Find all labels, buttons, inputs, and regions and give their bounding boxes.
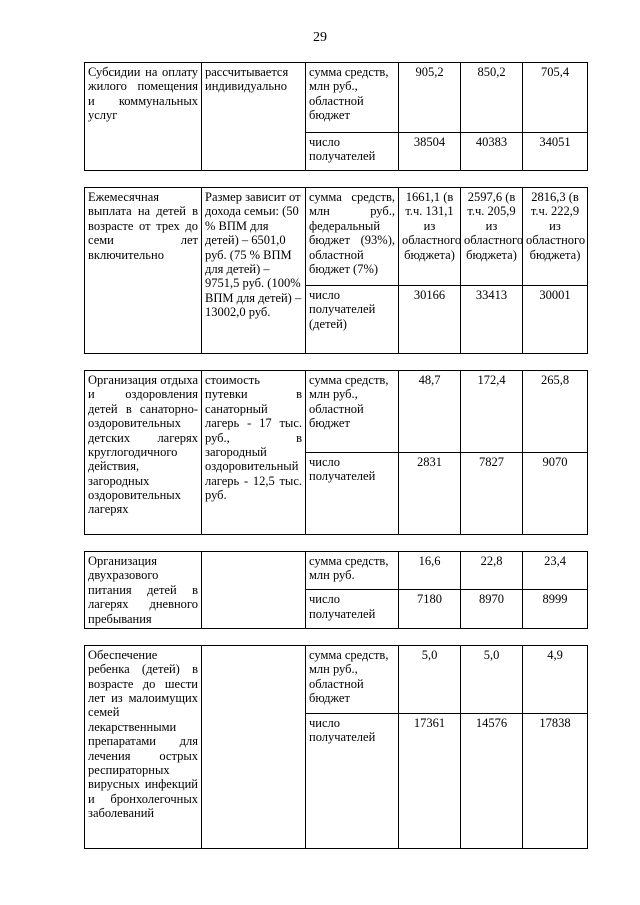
measure-name: Организация двухразового питания детей в лагерях дневного пребывания bbox=[85, 552, 202, 629]
value-cell: 4,9 bbox=[523, 645, 588, 713]
measure-rule: рассчитывается индивидуально bbox=[202, 63, 306, 171]
value-cell: 40383 bbox=[461, 133, 523, 171]
value-cell: 16,6 bbox=[399, 552, 461, 590]
table-row bbox=[85, 188, 588, 286]
measure-rule bbox=[202, 552, 306, 629]
value-cell: 22,8 bbox=[461, 552, 523, 590]
measure-name: Обеспечение ребенка (детей) в возрасте до шести лет из малоимущих семей лекарственными препаратами для лечения острых респираторных вирусных инфекций и бронхолегочных заболеваний bbox=[85, 645, 202, 848]
metric-label: сумма средств, млн руб., областной бюджет bbox=[306, 371, 399, 453]
value-cell: 34051 bbox=[523, 133, 588, 171]
measure-rule: стоимость путевки в санаторный лагерь - 17 тыс. руб., в загородный оздоровительный лагерь - 12,5 тыс. руб. bbox=[202, 371, 306, 535]
value-cell: 850,2 bbox=[461, 63, 523, 133]
metric-label: сумма средств, млн руб., областной бюджет bbox=[306, 63, 399, 133]
value-cell: 705,4 bbox=[523, 63, 588, 133]
row-gap bbox=[85, 354, 588, 371]
value-cell: 5,0 bbox=[399, 645, 461, 713]
value-cell: 17838 bbox=[523, 713, 588, 848]
measure-name: Организация отдыха и оздоровления детей в санаторно-оздоровительных детских лагерях круглогодичного действия, загородных оздоровительных лагерях bbox=[85, 371, 202, 535]
measure-name: Ежемесячная выплата на детей в возрасте от трех до семи лет включительно bbox=[85, 188, 202, 354]
value-cell: 7827 bbox=[461, 453, 523, 535]
row-gap bbox=[85, 628, 588, 645]
metric-label: число получателей bbox=[306, 713, 399, 848]
row-gap bbox=[85, 171, 588, 188]
metric-label: число получателей bbox=[306, 590, 399, 628]
value-cell: 8999 bbox=[523, 590, 588, 628]
value-cell: 2831 bbox=[399, 453, 461, 535]
table-row bbox=[85, 371, 588, 453]
metric-label: сумма средств, млн руб., федеральный бюджет (93%), областной бюджет (7%) bbox=[306, 188, 399, 286]
value-cell: 33413 bbox=[461, 286, 523, 354]
table-row bbox=[85, 63, 588, 133]
value-cell: 17361 bbox=[399, 713, 461, 848]
value-cell: 7180 bbox=[399, 590, 461, 628]
value-cell: 265,8 bbox=[523, 371, 588, 453]
metric-label: сумма средств, млн руб., областной бюджет bbox=[306, 645, 399, 713]
measure-rule bbox=[202, 645, 306, 848]
page-number: 29 bbox=[313, 30, 327, 45]
value-cell: 48,7 bbox=[399, 371, 461, 453]
metric-label: число получателей (детей) bbox=[306, 286, 399, 354]
value-cell: 30166 bbox=[399, 286, 461, 354]
value-cell: 5,0 bbox=[461, 645, 523, 713]
value-cell: 14576 bbox=[461, 713, 523, 848]
metric-label: сумма средств, млн руб. bbox=[306, 552, 399, 590]
metric-label: число получателей bbox=[306, 453, 399, 535]
metric-label: число получателей bbox=[306, 133, 399, 171]
measure-rule: Размер зависит от дохода семьи: (50 % ВПМ для детей) – 6501,0 руб. (75 % ВПМ для детей) – 9751,5 руб. (100% ВПМ для детей) – 13002,0 руб. bbox=[202, 188, 306, 354]
measure-name: Субсидии на оплату жилого помещения и коммунальных услуг bbox=[85, 63, 202, 171]
table-row bbox=[85, 552, 588, 590]
value-cell: 2816,3 (в т.ч. 222,9 из областного бюджета) bbox=[523, 188, 588, 286]
value-cell: 30001 bbox=[523, 286, 588, 354]
social-support-table bbox=[84, 62, 588, 849]
value-cell: 9070 bbox=[523, 453, 588, 535]
row-gap bbox=[85, 535, 588, 552]
value-cell: 2597,6 (в т.ч. 205,9 из областного бюджета) bbox=[461, 188, 523, 286]
value-cell: 38504 bbox=[399, 133, 461, 171]
value-cell: 1661,1 (в т.ч. 131,1 из областного бюджета) bbox=[399, 188, 461, 286]
value-cell: 905,2 bbox=[399, 63, 461, 133]
value-cell: 172,4 bbox=[461, 371, 523, 453]
table-row bbox=[85, 645, 588, 713]
value-cell: 23,4 bbox=[523, 552, 588, 590]
value-cell: 8970 bbox=[461, 590, 523, 628]
